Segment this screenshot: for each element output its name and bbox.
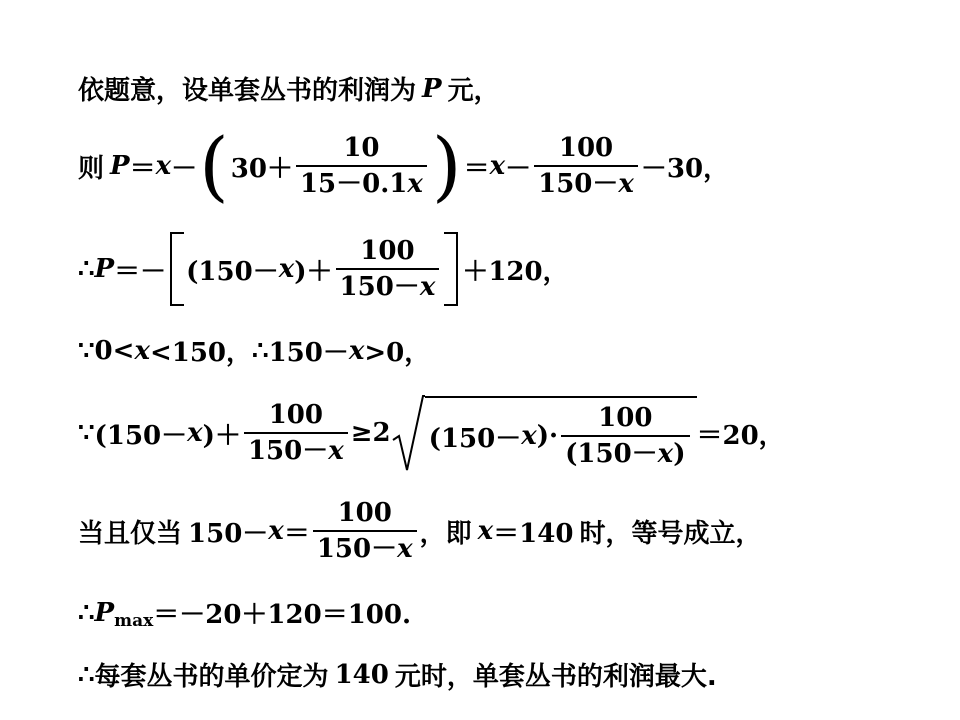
var-x: x [155, 151, 172, 181]
ineq-c: 150－ [268, 338, 349, 368]
term-close: )＋ [294, 256, 333, 287]
fraction-denominator: 15－0.1x [299, 169, 423, 199]
fraction-numerator: 100 [598, 403, 653, 433]
equals: ＝ [129, 153, 156, 184]
var-p: P [94, 597, 115, 628]
fraction-numerator: 100 [337, 498, 392, 528]
because-symbol: ∵ [78, 418, 95, 448]
equals-minus: ＝－ [114, 256, 167, 287]
fraction-100-over [561, 401, 689, 471]
intro-text: 依题意，设单套丛书的利润为 [78, 76, 417, 106]
var-x: x [134, 335, 150, 366]
because-symbol: ∵ [78, 335, 95, 366]
fraction-denominator: 150－x [247, 436, 344, 466]
var-x: x [477, 516, 494, 546]
fraction-100-over [244, 398, 348, 468]
var-p: P [422, 73, 442, 104]
fraction-100-over [534, 131, 638, 201]
price-140: 140 [334, 659, 389, 690]
value-140: ＝140 [493, 518, 574, 549]
fraction-numerator: 100 [268, 400, 323, 430]
right-paren: ) [431, 121, 462, 210]
left-paren: ( [199, 121, 229, 210]
lead-text: 当且仅当 [78, 518, 183, 549]
fraction-numerator: 100 [558, 133, 614, 163]
line-2-profit-formula [78, 121, 730, 210]
right-bracket [444, 232, 458, 306]
fraction-numerator: 100 [360, 236, 415, 266]
line-5-am-gm [78, 392, 785, 474]
radicand: (150－ x )· $\frac{100}{(150-x)}$ [425, 396, 697, 474]
fraction-10-over [296, 131, 427, 201]
line-6-equality-condition [78, 496, 761, 566]
therefore-symbol: ∴ [78, 597, 95, 628]
ineq-b: <150， [149, 338, 253, 368]
var-p: P [94, 254, 115, 284]
therefore-symbol: ∴ [252, 335, 269, 366]
line-3 [78, 232, 569, 306]
line-8-conclusion [78, 656, 717, 693]
var-x: x [278, 254, 295, 284]
tail-text: 时，等号成立， [579, 518, 762, 549]
tail: －30， [640, 153, 730, 184]
subscript-max: max [114, 610, 154, 631]
var-x: x [268, 516, 284, 546]
therefore-symbol: ∴ [78, 254, 95, 284]
minus: － [171, 153, 198, 184]
line-4 [78, 332, 430, 369]
term-open: (150－ [186, 256, 279, 287]
fraction-denominator: 150－x [339, 272, 436, 302]
line-1 [78, 70, 500, 107]
fraction-denominator: (150－x) [565, 439, 686, 469]
fraction-denominator: 150－x [316, 534, 413, 564]
equals: ＝ [283, 518, 310, 549]
tail: ＝20， [696, 420, 785, 451]
fraction-denominator: 150－x [538, 169, 634, 199]
var-x: x [187, 418, 203, 448]
const-30: 30＋ [230, 153, 293, 184]
ineq-a: 0< [94, 335, 135, 366]
lead-ze: 则 [78, 153, 105, 184]
equals: ＝ [463, 153, 490, 184]
conclusion-tail: 元时，单套丛书的利润最大. [394, 662, 717, 692]
left-bracket [170, 232, 184, 306]
fraction-numerator: 10 [343, 133, 380, 163]
result: ＝－20＋120＝100. [153, 600, 412, 630]
var-x: x [348, 335, 365, 366]
tail: ＋120， [462, 256, 569, 287]
var-x: x [489, 151, 506, 181]
term-close: )＋ [202, 420, 241, 451]
fraction-100-over [336, 234, 440, 304]
geq-2: ≥2 [350, 418, 391, 448]
minus: － [505, 153, 532, 184]
line-7-max-value [78, 594, 411, 631]
radical-sign-icon [391, 392, 425, 474]
term-open: (150－ [94, 420, 188, 451]
conclusion-text: 每套丛书的单价定为 [94, 662, 329, 692]
fraction-100-over [313, 496, 417, 566]
intro-tail: 元， [447, 76, 500, 106]
mid-text: ，即 [419, 518, 472, 549]
var-p: P [110, 151, 130, 181]
therefore-symbol: ∴ [78, 659, 95, 690]
ineq-d: >0， [364, 338, 431, 368]
term-a: 150－ [188, 518, 269, 549]
square-root [391, 392, 697, 474]
